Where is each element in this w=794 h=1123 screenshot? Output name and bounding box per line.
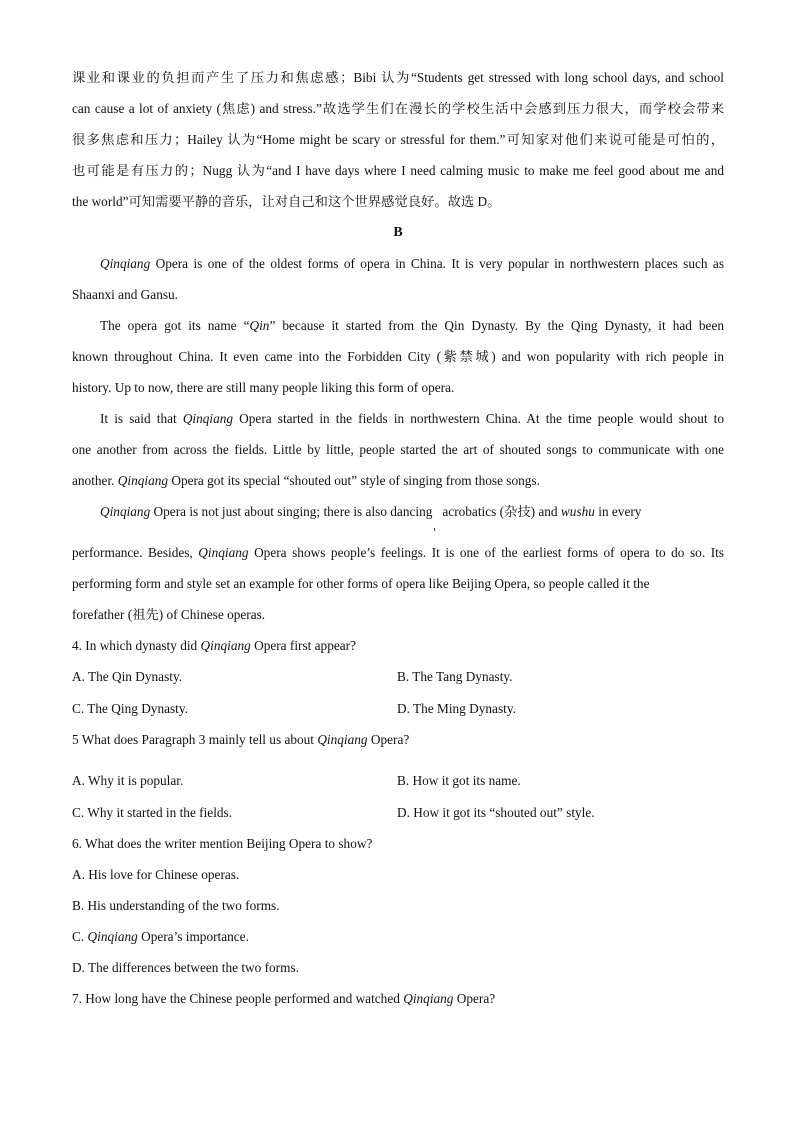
passage-line: forefather (祖先) of Chinese operas. bbox=[72, 607, 266, 622]
question-stem: 6. What does the writer mention Beijing Opera to show? bbox=[72, 836, 373, 851]
option-row bbox=[72, 765, 724, 797]
passage-line: It is said that Qinqiang Opera started in the fields in northwestern China. At the time people would shout to bbox=[100, 411, 724, 426]
option-c[interactable]: C. The Qing Dynasty. bbox=[72, 700, 188, 716]
option-b[interactable]: B. How it got its name. bbox=[397, 773, 521, 788]
option-c[interactable]: C. Why it started in the fields. bbox=[72, 804, 233, 820]
passage-line: performance. Besides, Qinqiang Opera shows people’s feelings. It is one of the earliest forms of opera to do so. Its bbox=[72, 545, 724, 560]
passage-line: another. Qinqiang Opera got its special “shouted out” style of singing from those songs. bbox=[72, 473, 540, 488]
question-block bbox=[72, 630, 724, 1014]
passage-line: Shaanxi and Gansu. bbox=[72, 287, 178, 302]
passage-line: history. Up to now, there are still many people liking this form of opera. bbox=[72, 380, 455, 395]
option-d[interactable]: D. The Ming Dynasty. bbox=[397, 700, 516, 716]
passage-line: Qinqiang Opera is one of the oldest forms of opera in China. It is very popular in northwestern places such as bbox=[100, 256, 724, 271]
document-page bbox=[72, 62, 724, 1014]
intro-line: can cause a lot of anxiety (焦虑) and stress.”故选学生们在漫长的学校生活中会感到压力很大，而学校会带来 bbox=[72, 101, 724, 116]
intro-explanation bbox=[72, 62, 724, 217]
option-a[interactable]: A. Why it is popular. bbox=[72, 773, 184, 788]
section-heading: B bbox=[393, 225, 403, 240]
option-row bbox=[72, 693, 724, 725]
option-d[interactable]: D. How it got its “shouted out” style. bbox=[397, 804, 595, 820]
question-stem: 5 What does Paragraph 3 mainly tell us about Qinqiang Opera? bbox=[72, 732, 410, 747]
passage-line: The opera got its name “Qin” because it started from the Qin Dynasty. By the Qing Dynasty, it had been bbox=[100, 318, 724, 333]
passage-line: performing form and style set an example for other forms of opera like Beijing Opera, so people called it the bbox=[72, 576, 650, 591]
option-a[interactable]: A. The Qin Dynasty. bbox=[72, 669, 183, 684]
intro-line: 很多焦虑和压力；Hailey 认为“Home might be scary or stressful for them.”可知家对他们来说可能是可怕的， bbox=[72, 132, 724, 147]
intro-line: 也可能是有压力的；Nugg 认为“and I have days where I need calming music to make me feel good about me and bbox=[72, 163, 724, 178]
passage-line: one another from across the fields. Little by little, people started the art of shouted songs to communicate with one bbox=[72, 442, 724, 457]
option-b[interactable]: B. The Tang Dynasty. bbox=[397, 669, 513, 684]
option-row bbox=[72, 661, 724, 693]
passage-line: Qinqiang Opera is not just about singing; there is also dancing acrobatics (杂技) and wushu in every bbox=[100, 504, 642, 519]
option-d[interactable]: D. The differences between the two forms. bbox=[72, 960, 299, 975]
reading-passage bbox=[72, 248, 724, 630]
question-stem: 7. How long have the Chinese people performed and watched Qinqiang Opera? bbox=[72, 991, 496, 1006]
intro-line: 课业和课业的负担而产生了压力和焦虑感；Bibi 认为“Students get stressed with long school days, and school bbox=[72, 70, 724, 85]
option-c[interactable]: C. Qinqiang Opera’s importance. bbox=[72, 929, 249, 944]
option-b[interactable]: B. His understanding of the two forms. bbox=[72, 898, 280, 913]
option-a[interactable]: A. His love for Chinese operas. bbox=[72, 867, 240, 882]
intro-line: the world”可知需要平静的音乐，让对自己和这个世界感觉良好。故选 D。 bbox=[72, 194, 501, 209]
option-row bbox=[72, 797, 724, 829]
question-stem: 4. In which dynasty did Qinqiang Opera first appear? bbox=[72, 638, 356, 653]
passage-line: known throughout China. It even came into the Forbidden City (紫禁城) and won popularity with rich people in bbox=[72, 349, 724, 364]
